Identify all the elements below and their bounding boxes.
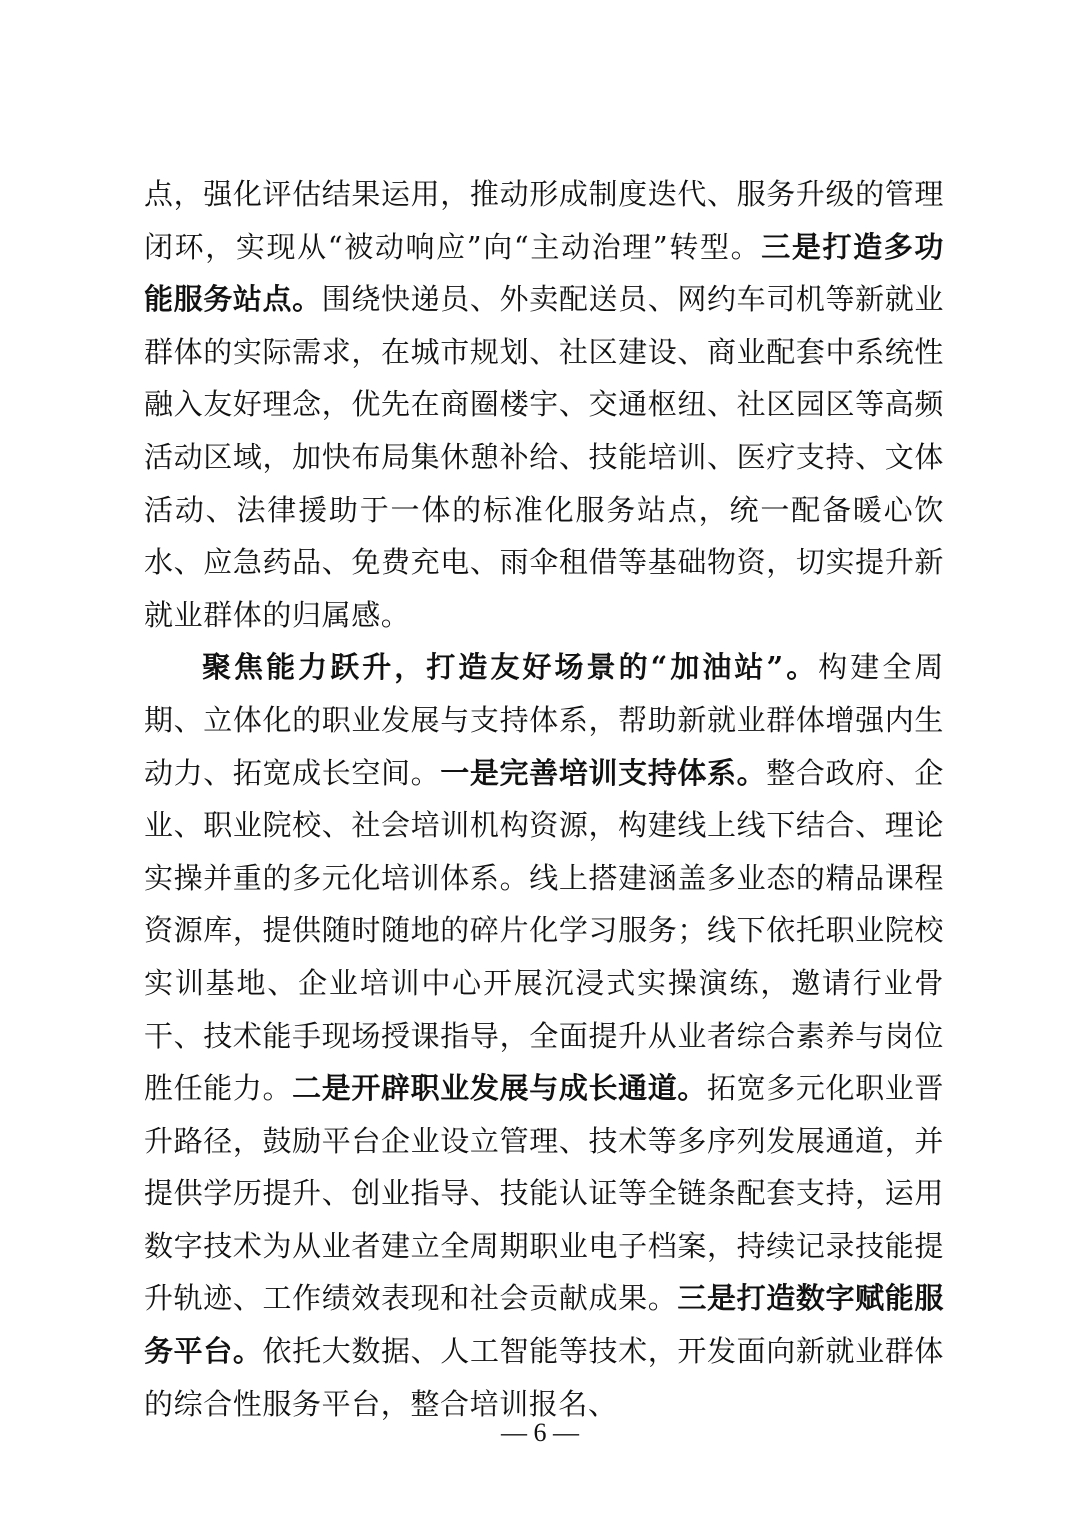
bold-heading-run: 一是完善培训支持体系。	[440, 755, 767, 790]
page-number: — 6 —	[501, 1418, 579, 1447]
text-run: 拓宽多元化职业晋升路径，鼓励平台企业设立管理、技术等多序列发展通道，并提供学历提升、创业指导、技能认证等全链条配套支持，运用数字技术为从业者建立全周期职业电子档案，持续记录技能提升轨迹、工作绩效表现和社会贡献成果。	[144, 1071, 944, 1316]
bold-heading-run: 聚焦能力跃升，打造友好场景的“加油站”。	[202, 650, 819, 685]
bold-heading-run: 二是开辟职业发展与成长通道。	[292, 1071, 707, 1106]
document-body	[144, 168, 944, 1430]
paragraph-2	[144, 641, 944, 1430]
bold-heading-run: 三是打造数字赋能服务平台。	[144, 1281, 944, 1369]
paragraph-1	[144, 168, 944, 641]
text-run: 围绕快递员、外卖配送员、网约车司机等新就业群体的实际需求，在城市规划、社区建设、商业配套中系统性融入友好理念，优先在商圈楼宇、交通枢纽、社区园区等高频活动区域，加快布局集休憩补给、技能培训、医疗支持、文体活动、法律援助于一体的标准化服务站点，统一配备暖心饮水、应急药品、免费充电、雨伞租借等基础物资，切实提升新就业群体的归属感。	[144, 282, 944, 632]
text-run: 依托大数据、人工智能等技术，开发面向新就业群体的综合性服务平台，整合培训报名、	[144, 1334, 944, 1421]
text-run: 整合政府、企业、职业院校、社会培训机构资源，构建线上线下结合、理论实操并重的多元化培训体系。线上搭建涵盖多业态的精品课程资源库，提供随时随地的碎片化学习服务；线下依托职业院校实训基地、企业培训中心开展沉浸式实操演练，邀请行业骨干、技术能手现场授课指导，全面提升从业者综合素养与岗位胜任能力。	[144, 755, 944, 1106]
bold-heading-run: 三是打造多功能服务站点。	[144, 229, 944, 317]
text-run: 构建全周期、立体化的职业发展与支持体系，帮助新就业群体增强内生动力、拓宽成长空间。	[144, 650, 944, 790]
text-run: 点，强化评估结果运用，推动形成制度迭代、服务升级的管理闭环，实现从“被动响应”向“主动治理”转型。	[144, 177, 944, 264]
